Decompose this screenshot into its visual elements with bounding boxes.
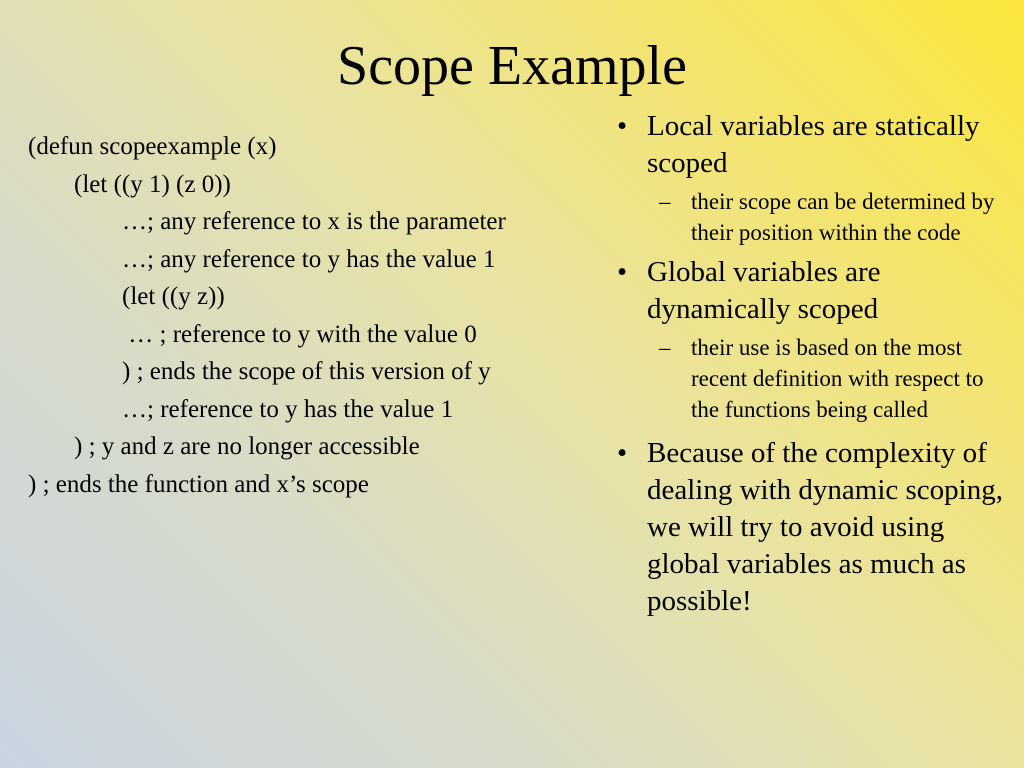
dash-icon: – [659, 189, 671, 214]
sub-bullet-text: their use is based on the most recent definition with respect to the functions being called [691, 335, 984, 422]
code-line: (let ((y z)) [122, 283, 225, 310]
code-line: (defun scopeexample (x) [28, 133, 277, 160]
bullet-text: Local variables are statically scoped [647, 110, 980, 179]
code-line: ) ; y and z are no longer accessible [74, 433, 420, 460]
code-line: …; any reference to y has the value 1 [122, 245, 496, 273]
sub-bullet-item [608, 332, 1008, 425]
code-line: …; any reference to x is the parameter [122, 208, 506, 235]
code-example [28, 128, 608, 503]
code-line: (let ((y 1) (z 0)) [74, 170, 231, 198]
bullet-list [608, 108, 1008, 620]
code-line: ) ; ends the scope of this version of y [122, 358, 491, 385]
code-line: …; reference to y has the value 1 [122, 395, 454, 423]
bullet-item [608, 254, 1008, 328]
code-line: … ; reference to y with the value 0 [122, 320, 477, 348]
sub-bullet-text: their scope can be determined by their position within the code [691, 189, 995, 245]
bullet-icon: • [617, 437, 628, 469]
bullet-item [608, 435, 1008, 620]
dash-icon: – [659, 335, 671, 360]
slide-title: Scope Example [337, 35, 687, 97]
bullet-icon: • [617, 256, 628, 288]
sub-bullet-item [608, 186, 1008, 248]
bullet-item [608, 108, 1008, 182]
bullet-text: Because of the complexity of dealing with dynamic scoping, we will try to avoid using global variables as much as possible! [647, 437, 1003, 617]
bullet-text: Global variables are dynamically scoped [647, 256, 881, 325]
code-line: ) ; ends the function and x’s scope [28, 470, 369, 498]
bullet-icon: • [617, 110, 628, 142]
